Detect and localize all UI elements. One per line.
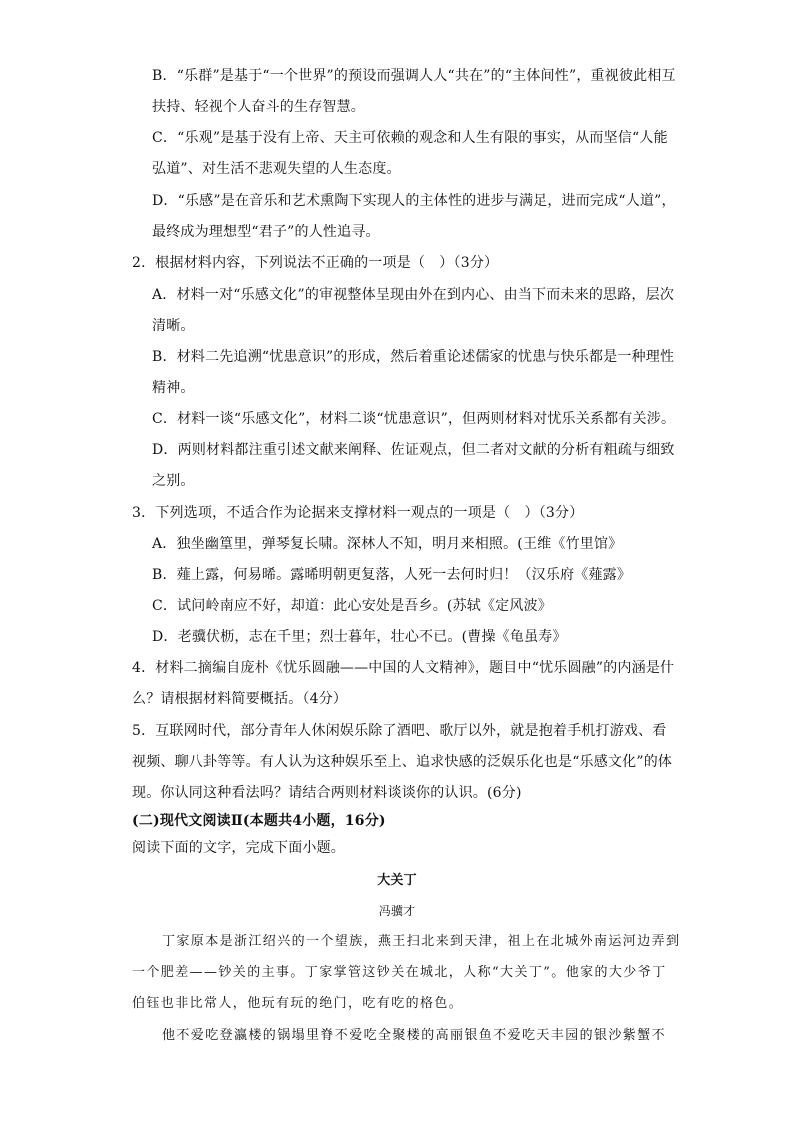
question-3: 3．下列选项，不适合作为论据来支撑材料一观点的一项是（ ）（3分） [132, 505, 584, 521]
question-5-line1: 5．互联网时代，部分青年人休闲娱乐除了酒吧、歌厅以外，就是抱着手机打游戏、看 [132, 723, 667, 739]
story-paragraph-1-line1: 丁家原本是浙江绍兴的一个望族，燕王扫北来到天津，祖上在北城外南运河边弄到 [162, 934, 681, 949]
q3-option-a: A．独坐幽篁里，弹琴复长啸。深林人不知，明月来相照。(王维《竹里馆》 [152, 536, 623, 552]
reading-instruction: 阅读下面的文字，完成下面小题。 [132, 840, 345, 856]
q1-option-c-line1: C．“乐观”是基于没有上帝、天主可依赖的观念和人生有限的事实，从而坚信“人能 [152, 130, 668, 146]
question-4-line2: 么？请根据材料简要概括。（4分） [132, 691, 348, 707]
story-paragraph-2-line1: 他不爱吃登瀛楼的锅塌里脊不爱吃全聚楼的高丽银鱼不爱吃天丰园的银沙紫蟹不 [162, 1028, 667, 1043]
q1-option-d-line2: 最终成为理想型“君子”的人性追寻。 [152, 224, 380, 240]
story-author: 冯骥才 [378, 904, 416, 918]
q2-option-d-line2: 之别。 [152, 473, 195, 489]
q2-option-c: C．材料一谈“乐感文化”，材料二谈“忧患意识”，但两则材料对忧乐关系都有关涉。 [152, 411, 676, 427]
q2-option-a-line2: 清晰。 [152, 318, 195, 334]
q3-option-d: D．老骥伏枥，志在千里；烈士暮年，壮心不已。(曹操《龟虽寿》 [152, 629, 567, 645]
story-paragraph-1-line2: 一个肥差——钞关的主事。丁家掌管这钞关在城北，人称“大关丁”。他家的大少爷丁 [132, 965, 667, 980]
question-4-line1: 4．材料二摘编自庞朴《忧乐圆融——中国的人文精神》，题目中“忧乐圆融”的内涵是什 [132, 660, 675, 676]
q1-option-b-line1: B．“乐群”是基于“一个世界”的预设而强调人人“共在”的“主体间性”，重视彼此相互 [152, 68, 676, 84]
question-5-line2: 视频、聊八卦等等。有人认为这种娱乐至上、追求快感的泛娱乐化也是“乐感文化”的体 [132, 754, 673, 770]
q3-option-b: B．薤上露，何易晞。露晞明朝更复落，人死一去何时归！（汉乐府《薤露》 [152, 567, 632, 583]
question-5-line3: 现。你认同这种看法吗？请结合两则材料谈谈你的认识。(6分) [132, 785, 522, 801]
q3-option-c: C．试问岭南应不好，却道：此心安处是吾乡。(苏轼《定风波》 [152, 598, 552, 614]
q2-option-b-line1: B．材料二先追溯“忧患意识”的形成，然后着重论述儒家的忧患与快乐都是一种理性 [152, 349, 675, 365]
section-heading: (二)现代文阅读Ⅱ(本题共4小题，16分) [132, 813, 386, 829]
q2-option-d-line1: D．两则材料都注重引述文献来阐释、佐证观点，但二者对文献的分析有粗疏与细致 [152, 442, 675, 458]
q1-option-d-line1: D．“乐感”是在音乐和艺术熏陶下实现人的主体性的进步与满足，进而完成“人道”， [152, 193, 676, 209]
q1-option-c-line2: 弘道”、对生活不悲观失望的人生态度。 [152, 161, 401, 177]
q2-option-a-line1: A．材料一对“乐感文化”的审视整体呈现由外在到内心、由当下而未来的思路，层次 [152, 287, 675, 303]
q2-option-b-line2: 精神。 [152, 380, 195, 396]
question-2: 2．根据材料内容，下列说法不正确的一项是（ ）（3分） [132, 255, 499, 271]
story-paragraph-1-line3: 伯钰也非比常人，他玩有玩的绝门，吃有吃的格色。 [132, 996, 464, 1011]
story-title: 大关丁 [377, 873, 417, 888]
q1-option-b-line2: 扶持、轻视个人奋斗的生存智慧。 [152, 99, 365, 115]
